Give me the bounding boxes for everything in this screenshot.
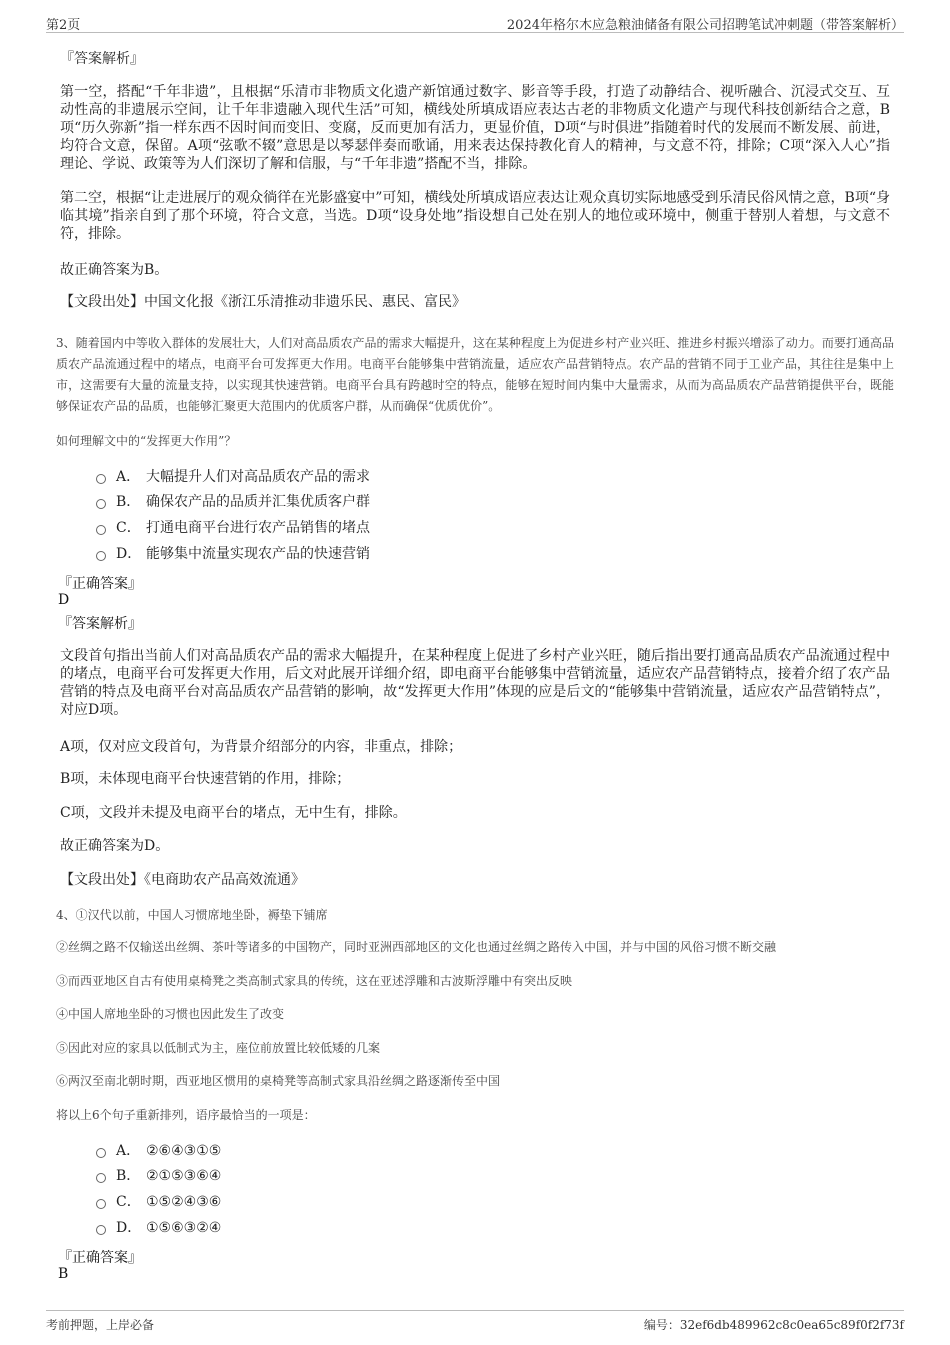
q3-analysis-paragraph-1: 文段首句指出当前人们对高品质农产品的需求大幅提升，在某种程度上促进了乡村产业兴旺，随后指出要打通高品质农产品流通过程中的堵点，电商平台可发挥更大作用，后文对此展开详细介绍，即电商平台能够集中营销流量，适应农产品营销特点，接着介绍了农产品营销的特点及电商平台对高品质农产品营销的影响，故“发挥更大作用”体现的应是后文的“能够集中营销流量，适应农产品营销特点”，对应D项。 xyxy=(60,648,890,718)
q3-analysis-heading: 『答案解析』 xyxy=(58,616,142,632)
option-text: 打通电商平台进行农产品销售的堵点 xyxy=(146,520,370,536)
radio-icon[interactable] xyxy=(96,525,106,535)
q3-option-c[interactable] xyxy=(96,518,370,538)
q4-option-a[interactable] xyxy=(96,1141,221,1161)
q4-option-c[interactable] xyxy=(96,1192,221,1212)
option-key: C． xyxy=(116,1194,141,1210)
q4-sentence-2: ②丝绸之路不仅输送出丝绸、茶叶等诸多的中国物产，同时亚洲西部地区的文化也通过丝绸之路传入中国，并与中国的风俗习惯不断交融 xyxy=(56,940,777,954)
q3-analysis-paragraph-2: A项，仅对应文段首句，为背景介绍部分的内容，非重点，排除； xyxy=(60,739,463,755)
q4-sentence-3: ③而西亚地区自古有使用桌椅凳之类高制式家具的传统，这在亚述浮雕和古波斯浮雕中有突出反映 xyxy=(56,974,573,988)
radio-icon[interactable] xyxy=(96,1199,106,1209)
option-text: ①⑤②④③⑥ xyxy=(146,1194,222,1210)
q4-correct-answer: B xyxy=(58,1266,69,1282)
passage-source: 【文段出处】中国文化报《浙江乐清推动非遗乐民、惠民、富民》 xyxy=(60,294,466,310)
option-key: D． xyxy=(116,546,142,562)
q3-source: 【文段出处】《电商助农产品高效流通》 xyxy=(60,872,305,888)
option-key: A． xyxy=(116,1143,141,1159)
radio-icon[interactable] xyxy=(96,1148,106,1158)
option-text: ①⑤⑥③②④ xyxy=(146,1220,222,1236)
option-key: A． xyxy=(116,469,141,485)
option-key: D． xyxy=(116,1220,142,1236)
option-text: 大幅提升人们对高品质农产品的需求 xyxy=(146,469,370,485)
page-footer xyxy=(46,1310,904,1333)
option-text: ②①⑤③⑥④ xyxy=(146,1168,222,1184)
q3-option-a[interactable] xyxy=(96,467,370,487)
q4-sentence-1: 4、①汉代以前，中国人习惯席地坐卧，褥垫下铺席 xyxy=(56,908,328,922)
analysis-paragraph-1: 第一空，搭配“千年非遗”，且根据“乐清市非物质文化遗产新馆通过数字、影音等手段，打造了动静结合、视听融合、沉浸式交互、互动性高的非遗展示空间，让千年非遗融入现代生活”可知，横线处所填成语应表达古老的非物质文化遗产与现代科技创新结合之意，B项“历久弥新”指一样东西不因时间而变旧、变腐，反而更加有活力，更显价值，D项“与时俱进”指随着时代的发展而不断发展、前进，均符合文意，保留。A项“弦歌不辍”意思是以琴瑟伴奏而歌诵，用来表达保持教化育人的精神，与文意不符，排除；C项“深入人心”指理论、学说、政策等为人们深切了解和信服，与“千年非遗”搭配不当，排除。 xyxy=(60,84,890,172)
option-key: C． xyxy=(116,520,141,536)
q3-correct-heading: 『正确答案』 xyxy=(58,576,142,592)
question-3-passage: 3、随着国内中等收入群体的发展壮大，人们对高品质农产品的需求大幅提升，这在某种程度上为促进乡村产业兴旺、推进乡村振兴增添了动力。而要打通高品质农产品流通过程中的堵点，电商平台可发挥更大作用。电商平台能够集中营销流量，适应农产品营销特点。农产品的营销不同于工业产品，其往往是集中上市，这需要有大量的流量支持，以实现其快速营销。电商平台具有跨越时空的特点，能够在短时间内集中大量需求，从而为高品质农产品营销提供平台，既能够保证农产品的品质，也能够汇聚更大范围内的优质客户群，从而确保“优质优价”。 xyxy=(56,336,894,413)
q3-option-d[interactable] xyxy=(96,544,370,564)
radio-icon[interactable] xyxy=(96,474,106,484)
analysis-heading: 『答案解析』 xyxy=(60,51,144,67)
q4-stem: 将以上6个句子重新排列，语序最恰当的一项是： xyxy=(56,1108,316,1122)
option-text: 确保农产品的品质并汇集优质客户群 xyxy=(146,494,370,510)
document-title: 2024年格尔木应急粮油储备有限公司招聘笔试冲刺题（带答案解析） xyxy=(506,18,904,33)
radio-icon[interactable] xyxy=(96,1173,106,1183)
document-id: 编号：32ef6db489962c8c0ea65c89f0f2f73f xyxy=(643,1318,904,1332)
q3-correct-answer: D xyxy=(58,592,70,608)
q3-analysis-paragraph-3: B项，未体现电商平台快速营销的作用，排除； xyxy=(60,771,351,787)
q3-analysis-paragraph-4: C项，文段并未提及电商平台的堵点，无中生有，排除。 xyxy=(60,805,407,821)
q4-correct-heading: 『正确答案』 xyxy=(58,1250,142,1266)
page-number: 第2页 xyxy=(46,18,81,33)
q4-sentence-4: ④中国人席地坐卧的习惯也因此发生了改变 xyxy=(56,1007,285,1021)
q4-option-d[interactable] xyxy=(96,1218,221,1238)
option-text: 能够集中流量实现农产品的快速营销 xyxy=(146,546,370,562)
q3-conclusion: 故正确答案为D。 xyxy=(60,838,170,854)
footer-slogan: 考前押题，上岸必备 xyxy=(46,1318,155,1332)
radio-icon[interactable] xyxy=(96,1225,106,1235)
radio-icon[interactable] xyxy=(96,499,106,509)
page-header xyxy=(46,10,904,33)
q3-option-b[interactable] xyxy=(96,492,370,512)
question-3-stem: 如何理解文中的“发挥更大作用”？ xyxy=(56,434,237,448)
q4-sentence-5: ⑤因此对应的家具以低制式为主，座位前放置比较低矮的几案 xyxy=(56,1041,381,1055)
q4-sentence-6: ⑥两汉至南北朝时期，西亚地区惯用的桌椅凳等高制式家具沿丝绸之路逐渐传至中国 xyxy=(56,1074,501,1088)
analysis-conclusion: 故正确答案为B。 xyxy=(60,262,169,278)
analysis-paragraph-2: 第二空，根据“让走进展厅的观众徜徉在光影盛宴中”可知，横线处所填成语应表达让观众真切实际地感受到乐清民俗风情之意，B项“身临其境”指亲自到了那个环境，符合文意，当选。D项“设身处地”指设想自己处在别人的地位或环境中，侧重于替别人着想，与文意不符，排除。 xyxy=(60,190,890,242)
radio-icon[interactable] xyxy=(96,551,106,561)
option-text: ②⑥④③①⑤ xyxy=(146,1143,222,1159)
q4-option-b[interactable] xyxy=(96,1166,221,1186)
option-key: B． xyxy=(116,494,141,510)
option-key: B． xyxy=(116,1168,141,1184)
